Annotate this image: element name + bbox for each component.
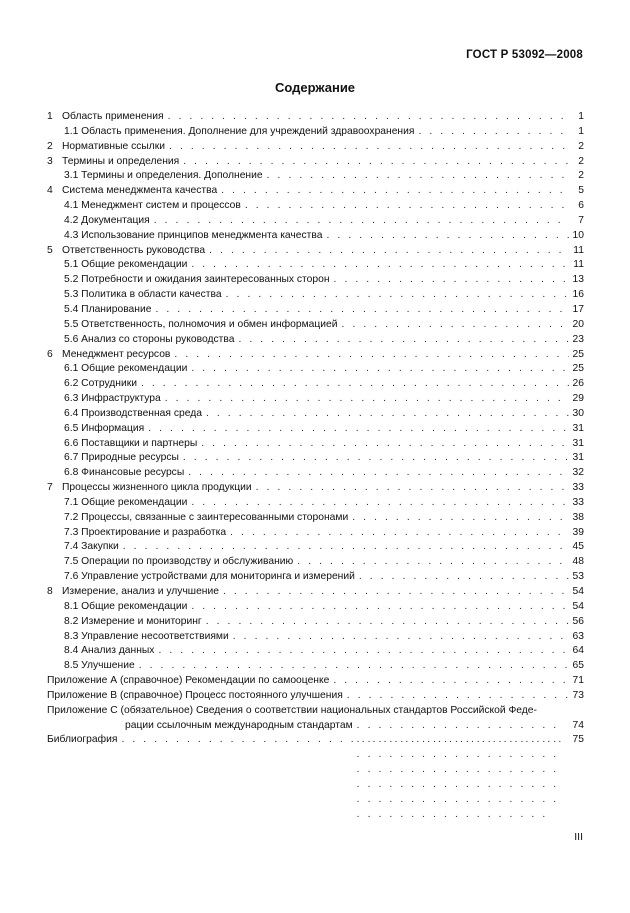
toc-entry-text: Приложение А (справочное) Рекомендации по самооценке — [47, 675, 330, 687]
toc-entry-number: 3 — [47, 155, 53, 167]
toc-entry-annex-c — [47, 704, 584, 734]
toc-entry-text: 6.1 Общие рекомендации — [64, 363, 188, 375]
toc-leader-dots — [226, 288, 569, 303]
toc-entry — [47, 496, 584, 511]
toc-entry — [47, 422, 584, 437]
toc-entry — [47, 570, 584, 585]
toc-entry — [47, 155, 584, 170]
toc-entry-text: 6.2 Сотрудники — [64, 378, 137, 390]
toc-entry — [47, 258, 584, 273]
toc-entry-text: 1.1 Область применения. Дополнение для учреждений здравоохранения — [64, 125, 415, 137]
toc-leader-dots — [326, 229, 569, 244]
toc-entry — [47, 674, 584, 689]
toc-entry — [47, 273, 584, 288]
toc-entry-text: 7.5 Операции по производству и обслуживанию — [64, 556, 294, 568]
toc-entry — [47, 199, 584, 214]
toc-entry — [47, 362, 584, 377]
toc-entry — [47, 689, 584, 704]
toc-entry-number: 4 — [47, 185, 53, 197]
toc-leader-dots — [333, 674, 569, 689]
toc-entry — [47, 377, 584, 392]
toc-leader-dots — [123, 540, 569, 555]
toc-entry-page: 71 — [572, 675, 584, 687]
toc-entry-text: 4.1 Менеджмент систем и процессов — [64, 200, 241, 212]
toc-entry-text: 8.2 Измерение и мониторинг — [64, 615, 202, 627]
toc-entry-text: 5.2 Потребности и ожидания заинтересованных сторон — [64, 274, 330, 286]
toc-entry-text: 5.5 Ответственность, полномочия и обмен информацией — [64, 318, 338, 330]
toc-entry-text: 6.7 Природные ресурсы — [64, 452, 179, 464]
toc-entry-page: 33 — [572, 482, 584, 494]
toc-entry-page: 63 — [572, 630, 584, 642]
toc-entry — [47, 110, 584, 125]
toc-entry — [47, 169, 584, 184]
toc-leader-dots — [154, 214, 569, 229]
toc-entry-text: 5.6 Анализ со стороны руководства — [64, 333, 235, 345]
toc-entry-page: 45 — [572, 541, 584, 553]
toc-entry-page: 54 — [572, 600, 584, 612]
toc-entry — [47, 244, 584, 259]
toc-entry-text: 7.1 Общие рекомендации — [64, 496, 188, 508]
toc-entry-text: 6.4 Производственная среда — [64, 407, 202, 419]
toc-entry-page: 33 — [572, 496, 584, 508]
toc-entry-text: 4.2 Документация — [64, 214, 150, 226]
toc-leader-dots — [191, 258, 569, 273]
toc-entry — [47, 140, 584, 155]
toc-entry-page: 29 — [572, 393, 584, 405]
table-of-contents — [47, 110, 584, 748]
toc-leader-dots — [297, 555, 569, 570]
toc-entry-bibliography — [47, 733, 584, 748]
toc-entry-number: 7 — [47, 482, 53, 494]
toc-entry — [47, 125, 584, 140]
toc-leader-dots — [347, 689, 569, 704]
toc-entry-text: 5.3 Политика в области качества — [64, 289, 222, 301]
toc-entry-page: 7 — [578, 214, 584, 226]
toc-entry — [47, 288, 584, 303]
toc-entry-page: 5 — [578, 185, 584, 197]
toc-entry-page: 53 — [572, 571, 584, 583]
toc-entry-text: 6.3 Инфраструктура — [64, 393, 161, 405]
toc-entry-page: 64 — [572, 645, 584, 657]
toc-leader-dots — [418, 125, 569, 140]
toc-entry-text: 8.1 Общие рекомендации — [64, 600, 188, 612]
toc-entry-page: 32 — [572, 467, 584, 479]
toc-leader-dots — [183, 155, 569, 170]
toc-leader-dots — [359, 570, 569, 585]
toc-entry — [47, 600, 584, 615]
toc-entry-text: 5.4 Планирование — [64, 303, 152, 315]
toc-entry-page: 31 — [572, 437, 584, 449]
toc-entry-page: 1 — [578, 111, 584, 122]
toc-entry-page: 48 — [572, 556, 584, 568]
toc-entry-number: 5 — [47, 244, 53, 256]
toc-entry — [47, 333, 584, 348]
toc-entry-page: 31 — [572, 452, 584, 464]
toc-leader-dots — [230, 526, 569, 541]
toc-entry-page: 54 — [572, 586, 584, 597]
toc-rows — [47, 110, 584, 704]
toc-entry-text: 8.3 Управление несоответствиями — [64, 630, 229, 642]
toc-entry — [47, 184, 584, 199]
toc-leader-dots — [342, 318, 569, 333]
toc-entry — [47, 481, 584, 496]
toc-entry-page: 73 — [572, 689, 584, 701]
toc-entry-text: Ответственность руководства — [62, 244, 206, 256]
toc-entry-text: 5.1 Общие рекомендации — [64, 259, 188, 271]
toc-leader-dots — [206, 407, 569, 422]
toc-leader-dots — [191, 496, 569, 511]
toc-entry-page: 75 — [572, 734, 584, 746]
toc-entry — [47, 348, 584, 363]
toc-entry — [47, 451, 584, 466]
toc-leader-dots — [206, 615, 569, 630]
toc-leader-dots — [174, 348, 569, 363]
toc-entry-text: Приложение С (обязательное) Сведения о соответствии национальных стандартов Российской Феде- — [47, 704, 537, 716]
toc-leader-dots — [191, 600, 569, 615]
toc-entry — [47, 630, 584, 645]
toc-entry — [47, 585, 584, 600]
toc-leader-dots — [334, 273, 569, 288]
toc-entry-page: 56 — [572, 615, 584, 627]
toc-entry-text: 7.2 Процессы, связанные с заинтересованными сторонами — [64, 511, 349, 523]
toc-leader-dots — [183, 451, 569, 466]
toc-entry-page: 2 — [578, 170, 584, 182]
toc-entry-text: Область применения — [62, 111, 164, 122]
toc-entry-page: 16 — [572, 289, 584, 301]
toc-entry-text: Менеджмент ресурсов — [62, 348, 171, 360]
toc-entry — [47, 644, 584, 659]
toc-entry-number: 6 — [47, 348, 53, 360]
toc-entry — [47, 437, 584, 452]
toc-entry — [47, 511, 584, 526]
toc-leader-dots — [223, 585, 569, 600]
toc-entry-page: 65 — [572, 660, 584, 672]
toc-leader-dots — [121, 733, 569, 748]
toc-entry — [47, 615, 584, 630]
toc-entry-page: 31 — [572, 422, 584, 434]
toc-entry-text: Нормативные ссылки — [62, 140, 166, 152]
toc-leader-dots — [165, 392, 569, 407]
toc-entry — [47, 303, 584, 318]
toc-entry-text: 6.6 Поставщики и партнеры — [64, 437, 198, 449]
toc-leader-dots — [352, 511, 569, 526]
toc-entry-page: 13 — [572, 274, 584, 286]
toc-entry — [47, 214, 584, 229]
toc-entry-text-continued: рации ссылочным международным стандартам — [125, 719, 353, 731]
toc-entry — [47, 407, 584, 422]
toc-leader-dots — [168, 110, 569, 125]
toc-entry-page: 39 — [572, 526, 584, 538]
toc-leader-dots — [188, 466, 569, 481]
toc-entry-page: 30 — [572, 407, 584, 419]
toc-entry — [47, 659, 584, 674]
toc-leader-dots — [256, 481, 569, 496]
toc-leader-dots — [238, 333, 569, 348]
toc-leader-dots — [139, 659, 569, 674]
page-title: Содержание — [274, 80, 356, 95]
toc-entry — [47, 318, 584, 333]
toc-entry-page: 25 — [572, 363, 584, 375]
toc-leader-dots — [245, 199, 569, 214]
toc-entry-page: 17 — [572, 303, 584, 315]
toc-entry-text: 4.3 Использование принципов менеджмента качества — [64, 229, 323, 241]
toc-entry-page: 10 — [572, 229, 584, 241]
toc-entry — [47, 555, 584, 570]
toc-entry-page: 74 — [572, 719, 584, 731]
toc-entry-text: 7.6 Управление устройствами для мониторинга и измерений — [64, 571, 355, 583]
toc-entry-number: 8 — [47, 586, 53, 597]
toc-entry-text: Система менеджмента качества — [62, 185, 218, 197]
toc-entry-page: 2 — [578, 140, 584, 152]
toc-entry-text: 6.5 Информация — [64, 422, 145, 434]
toc-leader-dots — [155, 303, 569, 318]
toc-leader-dots — [221, 184, 569, 199]
toc-leader-dots — [148, 422, 569, 437]
toc-entry-page: 6 — [578, 200, 584, 212]
toc-entry-text: Измерение, анализ и улучшение — [62, 586, 219, 597]
toc-entry-page: 25 — [572, 348, 584, 360]
toc-entry — [47, 526, 584, 541]
toc-entry-number: 1 — [47, 111, 53, 122]
toc-entry-text: 3.1 Термины и определения. Дополнение — [64, 170, 263, 182]
toc-leader-dots — [233, 630, 569, 645]
toc-leader-dots — [209, 244, 569, 259]
toc-entry-page: 2 — [578, 155, 584, 167]
toc-entry-text: Библиография — [47, 734, 118, 746]
toc-entry-page: 1 — [578, 125, 584, 137]
toc-entry-text: 8.4 Анализ данных — [64, 645, 155, 657]
toc-entry-page: 20 — [572, 318, 584, 330]
toc-entry-text: Термины и определения — [62, 155, 180, 167]
toc-entry-page: 11 — [573, 244, 584, 256]
toc-leader-dots — [267, 169, 569, 184]
toc-entry — [47, 540, 584, 555]
toc-entry-page: 23 — [572, 333, 584, 345]
toc-leader-dots — [201, 437, 569, 452]
toc-leader-dots — [158, 644, 569, 659]
toc-entry — [47, 392, 584, 407]
toc-entry-text: 7.4 Закупки — [64, 541, 119, 553]
standard-header: ГОСТ Р 53092—2008 — [466, 49, 583, 61]
toc-entry-text: 7.3 Проектирование и разработка — [64, 526, 227, 538]
toc-leader-dots — [169, 140, 569, 155]
toc-leader-dots — [141, 377, 569, 392]
toc-entry — [47, 466, 584, 481]
toc-entry-number: 2 — [47, 140, 53, 152]
page-number: III — [574, 831, 583, 843]
toc-entry — [47, 229, 584, 244]
toc-entry-text: 6.8 Финансовые ресурсы — [64, 467, 185, 479]
toc-leader-dots — [191, 362, 569, 377]
toc-entry-page: 38 — [572, 511, 584, 523]
toc-entry-text: Приложение В (справочное) Процесс постоянного улучшения — [47, 689, 343, 701]
toc-entry-page: 26 — [572, 378, 584, 390]
toc-entry-text: 8.5 Улучшение — [64, 660, 135, 672]
toc-entry-page: 11 — [573, 259, 584, 271]
toc-entry-text: Процессы жизненного цикла продукции — [62, 482, 252, 494]
